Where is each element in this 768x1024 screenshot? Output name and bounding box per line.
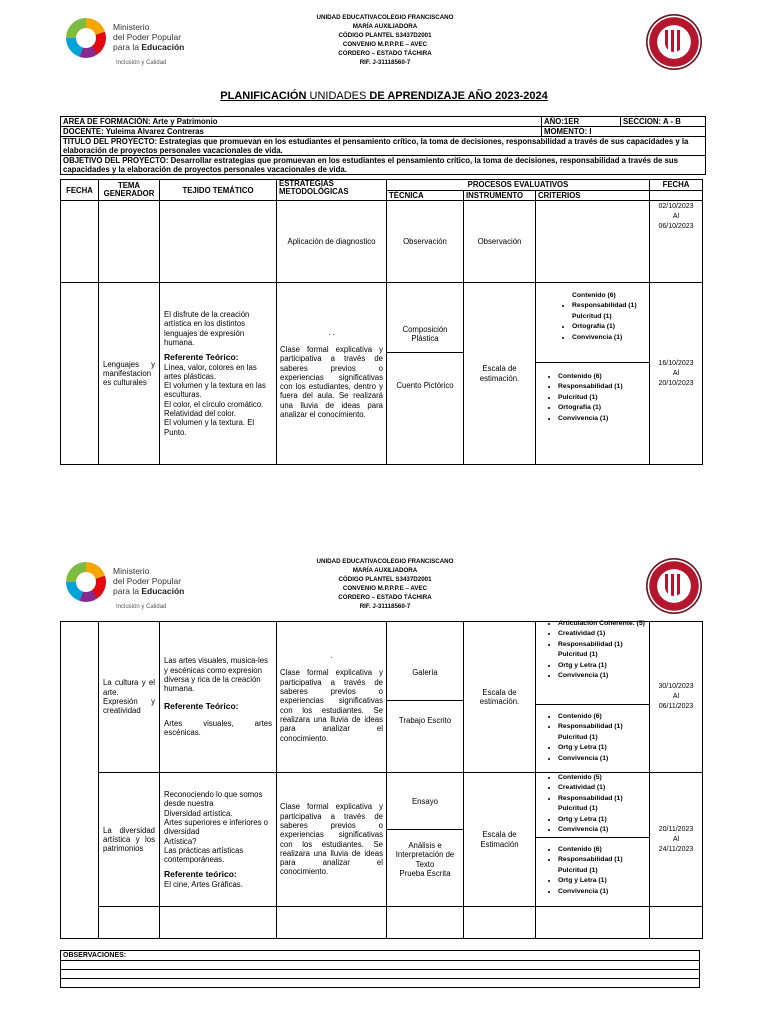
table-row [61, 907, 703, 939]
school-seal-icon [646, 558, 702, 614]
technique-cell: Observación [387, 201, 464, 283]
strategy-cell: . . Clase formal explicativa y participativa a través de saberes previos o experiencias significativas con los estudiantes, dentro y fuera del aula. Se realizará una lluvia de ideas para analizar el conocimiento. [277, 283, 387, 465]
col-fecha2: FECHA [650, 180, 703, 191]
strategy-cell: Aplicación de diagnostico [277, 201, 387, 283]
col-instrumento: INSTRUMENTO [464, 191, 536, 201]
school-info: UNIDAD EDUCATIVACOLEGIO FRANCISCANO MARÍA AUXILIADORA CÓDIGO PLANTEL S3437D2001 CONVENIO M.P.P.P.E – AVEC CORDERO – ESTADO TÁCHIRA RIF. J-31118560-7 [316, 14, 454, 66]
area-cell: AREA DE FORMACIÓN: Arte y Patrimonio [61, 117, 542, 127]
date-cell: 16/10/2023 Al 20/10/2023 [650, 283, 703, 465]
col-tecnica: TÉCNICA [387, 191, 464, 201]
ministry-slogan: Inclusión y Calidad [116, 604, 167, 610]
criteria-cell: • Articulación Coherente. (5) • Creatividad (1) • Responsabilidad (1) Pulcritud (1) • Ortg y Letra (1) • Convivencia (1) • Contenido (6) • Responsabilidad (1) Pulcritud (1) • Ortg y Letra (1) • Convivencia (1) [536, 622, 650, 773]
col-criterios: CRITERIOS [536, 191, 650, 201]
instrument-cell: Escala de Estimación [464, 773, 536, 907]
momento-cell: MOMENTO: I [542, 127, 706, 137]
planning-table-2 [60, 621, 703, 939]
col-estrategias: ESTRATEGIAS METODOLÓGICAS [277, 180, 387, 201]
ministry-slogan: Inclusión y Calidad [116, 60, 167, 66]
date-cell: 20/11/2023 Al 24/11/2023 [650, 773, 703, 907]
page-title: PLANIFICACIÓN UNIDADES DE APRENDIZAJE AÑO 2023-2024 [220, 90, 548, 102]
table-row [61, 773, 703, 907]
instrument-cell: Escala de estimación. [464, 283, 536, 465]
ministry-logo [60, 556, 188, 616]
objetivo-cell: OBJETIVO DEL PROYECTO: Desarrollar estrategias que promuevan en los estudiantes el pensamiento crítico, la toma de decisiones, responsabilidad a través de sus capacidades y la elaboración de proyectos personales vacacionales de vida. [61, 156, 706, 175]
ministry-ring-icon [66, 562, 106, 602]
technique-cell: Galería Trabajo Escrito [387, 622, 464, 773]
ministry-name: Ministerio del Poder Popular para la Educación [113, 22, 185, 52]
observations-line [61, 961, 700, 970]
content-cell: El disfrute de la creación artística en los distintos lenguajes de expresión humana. Referente Teórico: Línea, valor, colores en las artes plásticas. El volumen y la textura en las esculturas. El color, el círculo cromático. Relatividad del color. El volumen y la textura. El Punto. [160, 283, 277, 465]
table-row [61, 622, 703, 773]
strategy-cell: Clase formal explicativa y participativa a través de saberes previos o experiencias significativas con los estudiantes. Se realizara una lluvia de ideas para analizar el conocimiento. [277, 773, 387, 907]
col-fecha: FECHA [61, 180, 99, 201]
school-seal-icon [646, 14, 702, 70]
theme-cell: La diversidad artística y los patrimonios [99, 773, 160, 907]
table-row [61, 201, 703, 283]
technique-cell: Composición Plástica Cuento Pictórico [387, 283, 464, 465]
observations-line [61, 970, 700, 979]
observations-table [60, 950, 700, 988]
content-cell: Reconociendo lo que somos desde nuestra Diversidad artística. Artes superiores e inferiores o diversidad Artística? Las prácticas artísticas contemporáneas. Referente teórico: El cine, Artes Gráficas. [160, 773, 277, 907]
ministry-ring-icon [66, 18, 106, 58]
technique-cell: Ensayo Análisis e Interpretación de Texto Prueba Escrita [387, 773, 464, 907]
instrument-cell: Escala de estimación. [464, 622, 536, 773]
col-tejido: TEJIDO TEMÁTICO [160, 180, 277, 201]
docente-cell: DOCENTE: Yuleima Alvarez Contreras [61, 127, 542, 137]
titulo-cell: TITULO DEL PROYECTO: Estrategias que promuevan en los estudiantes el pensamiento crítico, la toma de decisiones, responsabilidad a través de sus capacidades y la elaboración de proyectos personales vacacionales de vida. [61, 137, 706, 156]
seccion-cell: SECCION: A - B [621, 117, 706, 127]
info-table [60, 116, 706, 175]
theme-cell: Lenguajes y manifestacion es culturales [99, 283, 160, 465]
instrument-cell: Observación [464, 201, 536, 283]
col-procesos: PROCESOS EVALUATIVOS [387, 180, 650, 191]
criteria-cell: Contenido (6) • Responsabilidad (1) Pulcritud (1) • Ortografía (1) • Convivencia (1) • Contenido (6) • Responsabilidad (1) • Pulcritud (1) • Ortografía (1) • Convivencia (1) [536, 283, 650, 465]
content-cell: Las artes visuales, musica-les y escénicas como expresion diversa y rica de la creación humana. Referente Teórico: Artes visuales, artes escénicas. [160, 622, 277, 773]
table-row [61, 283, 703, 465]
theme-cell: La cultura y el arte. Expresión y creatividad [99, 622, 160, 773]
date-cell: 02/10/2023 Al 06/10/2023 [650, 201, 703, 283]
planning-table-1 [60, 179, 703, 465]
school-info: UNIDAD EDUCATIVACOLEGIO FRANCISCANO MARÍA AUXILIADORA CÓDIGO PLANTEL S3437D2001 CONVENIO M.P.P.P.E – AVEC CORDERO – ESTADO TÁCHIRA RIF. J-31118560-7 [316, 558, 454, 610]
ministry-name: Ministerio del Poder Popular para la Educación [113, 566, 185, 596]
strategy-cell: . Clase formal explicativa y participativa a través de saberes previos o experiencias significativas con los estudiantes. Se realizara una lluvia de ideas para analizar el conocimiento. [277, 622, 387, 773]
col-tema: TEMA GENERADOR [99, 180, 160, 201]
observations-line [61, 979, 700, 988]
anio-cell: AÑO:1ER [542, 117, 621, 127]
criteria-cell: • Contenido (5) • Creatividad (1) • Responsabilidad (1) Pulcritud (1) • Ortg y Letra (1) • Convivencia (1) • Contenido (6) • Responsabilidad (1) Pulcritud (1) • Ortg y Letra (1) • Convivencia (1) [536, 773, 650, 907]
date-cell: 30/10/2023 Al 06/11/2023 [650, 622, 703, 773]
ministry-logo [60, 12, 188, 72]
observations-label: OBSERVACIONES: [61, 951, 700, 961]
